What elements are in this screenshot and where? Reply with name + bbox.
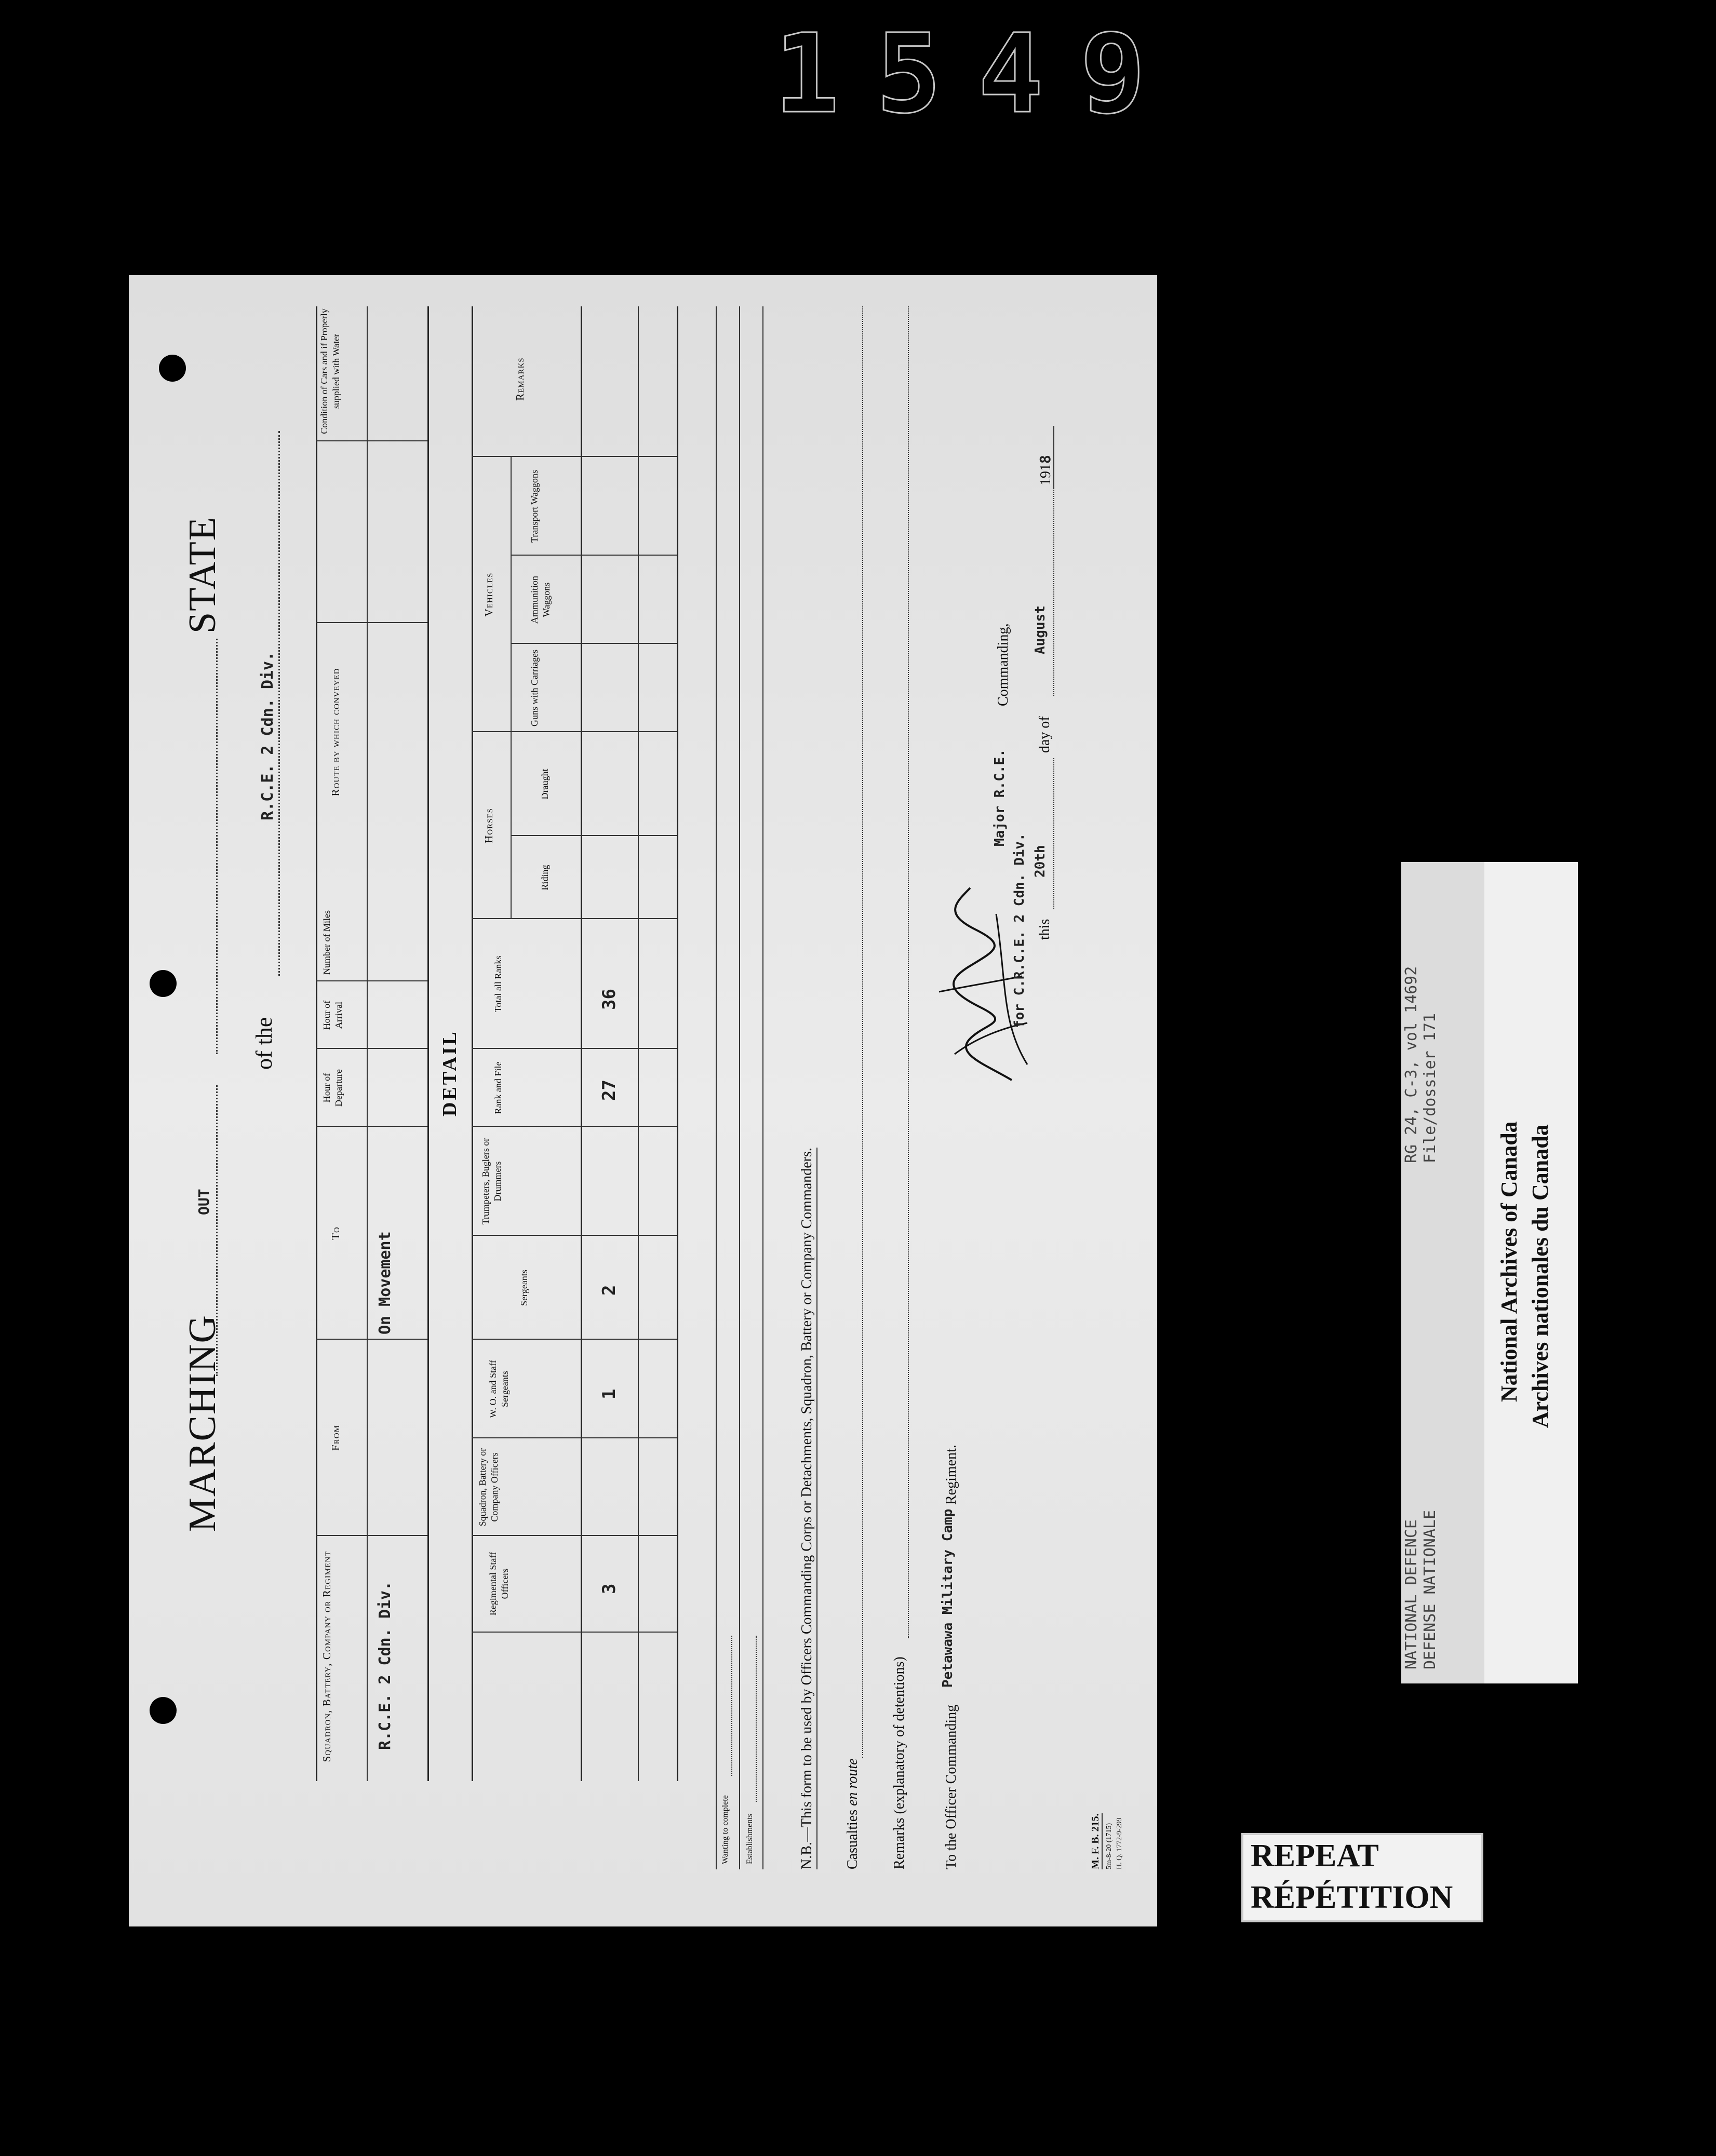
header-miles: Number of Miles bbox=[321, 910, 332, 975]
repeat-fr: RÉPÉTITION bbox=[1251, 1880, 1453, 1915]
punch-hole bbox=[150, 970, 177, 997]
header-vehicles: Vehicles bbox=[482, 572, 495, 617]
signature-unit: for C.R.C.E. 2 Cdn. Div. bbox=[1012, 833, 1027, 1028]
header-sergeants: Sergeants bbox=[519, 1270, 529, 1306]
header-guns: Guns with Carriages bbox=[529, 650, 540, 726]
marching-state-form bbox=[129, 275, 1157, 1926]
of-the-label: of the bbox=[251, 1017, 277, 1070]
form-code-3: H. Q. 1772-9-299 bbox=[1116, 1817, 1123, 1869]
header-rank-file: Rank and File bbox=[493, 1061, 503, 1114]
unit-name: R.C.E. 2 Cdn. Div. bbox=[259, 651, 277, 820]
archive-name-fr: Archives nationales du Canada bbox=[1527, 1124, 1553, 1428]
archive-department-en: NATIONAL DEFENCE bbox=[1402, 1519, 1420, 1669]
form-code-2: 5m-8-20 (1715) bbox=[1105, 1823, 1113, 1869]
header-route: Route by which conveyed bbox=[329, 668, 342, 797]
to-officer-label: To the Officer Commanding bbox=[943, 1704, 959, 1869]
casualties-en-route: en route bbox=[844, 1758, 861, 1806]
to-officer-value: Petawawa Military Camp bbox=[940, 1508, 956, 1688]
header-squadron-officers: Squadron, Battery or Company Officers bbox=[477, 1448, 500, 1527]
this-label: this bbox=[1037, 919, 1053, 940]
value-rank-file: 27 bbox=[599, 1080, 620, 1101]
casualties-label bbox=[844, 1758, 861, 1869]
punch-hole bbox=[159, 355, 186, 382]
header-horses: Horses bbox=[482, 808, 495, 843]
archive-department-fr: DEFENSE NATIONALE bbox=[1421, 1510, 1439, 1669]
header-ammunition: Ammunition Waggons bbox=[529, 576, 552, 624]
header-from: From bbox=[329, 1425, 342, 1451]
header-condition: Condition of Cars and if Properly supplied with Water bbox=[319, 308, 342, 434]
commanding-label: Commanding, bbox=[995, 623, 1011, 706]
value-sergeants: 2 bbox=[599, 1285, 620, 1296]
title-state: STATE bbox=[181, 516, 224, 634]
entry-squadron: R.C.E. 2 Cdn. Div. bbox=[376, 1581, 394, 1750]
year-label bbox=[1037, 455, 1054, 486]
title-out-value: OUT bbox=[195, 1189, 212, 1215]
header-to: To bbox=[329, 1227, 342, 1240]
header-trumpeters: Trumpeters, Buglers or Drummers bbox=[480, 1138, 503, 1225]
value-regimental: 3 bbox=[599, 1583, 620, 1594]
repeat-en: REPEAT bbox=[1251, 1838, 1379, 1874]
header-departure: Hour of Departure bbox=[321, 1069, 344, 1107]
year-prefix: 191 bbox=[1038, 464, 1054, 486]
form-code: M. F. B. 215. bbox=[1090, 1813, 1103, 1869]
nb-note: N.B.—This form to be used by Officers Commanding Corps or Detachments, Squadron, Battery or Company Commanders. bbox=[799, 1148, 817, 1869]
header-total-all-ranks: Total all Ranks bbox=[493, 955, 503, 1013]
detail-title: DETAIL bbox=[439, 1030, 461, 1116]
header-transport: Transport Waggons bbox=[529, 469, 540, 543]
wanting-label: Wanting to complete bbox=[721, 1795, 730, 1864]
remarks-label: Remarks (explanatory of detentions) bbox=[891, 1656, 907, 1869]
day-value: 20th bbox=[1033, 845, 1048, 878]
header-regimental-staff: Regimental Staff Officers bbox=[488, 1552, 511, 1616]
repeat-stamp bbox=[1241, 1833, 1483, 1922]
year-value: 8 bbox=[1037, 455, 1054, 464]
header-squadron: Squadron, Battery, Company or Regiment bbox=[320, 1551, 333, 1762]
title-marching: MARCHING bbox=[181, 1314, 224, 1532]
day-of-label: day of bbox=[1037, 716, 1053, 753]
header-draught: Draught bbox=[540, 769, 550, 800]
establishments-label: Establishments bbox=[745, 1814, 754, 1864]
header-wo-staff-sergeants: W. O. and Staff Sergeants bbox=[488, 1360, 511, 1418]
casualties-prefix: Casualties bbox=[844, 1805, 861, 1869]
frame-number: 1549 bbox=[774, 10, 1182, 138]
archive-reference: RG 24, C-3, vol 14692 bbox=[1402, 966, 1420, 1163]
value-total: 36 bbox=[599, 989, 620, 1010]
value-wo: 1 bbox=[599, 1389, 620, 1399]
header-remarks: Remarks bbox=[514, 357, 526, 401]
header-riding: Riding bbox=[540, 865, 550, 891]
archive-file: File/dossier 171 bbox=[1421, 1013, 1439, 1163]
archive-name-en: National Archives of Canada bbox=[1496, 1121, 1522, 1402]
entry-to: On Movement bbox=[376, 1231, 394, 1335]
punch-hole bbox=[150, 1697, 177, 1724]
regiment-label: Regiment. bbox=[943, 1445, 959, 1505]
signature-rank: Major R.C.E. bbox=[992, 749, 1008, 846]
header-arrival: Hour of Arrival bbox=[321, 1000, 344, 1030]
month-value: August bbox=[1033, 605, 1048, 654]
